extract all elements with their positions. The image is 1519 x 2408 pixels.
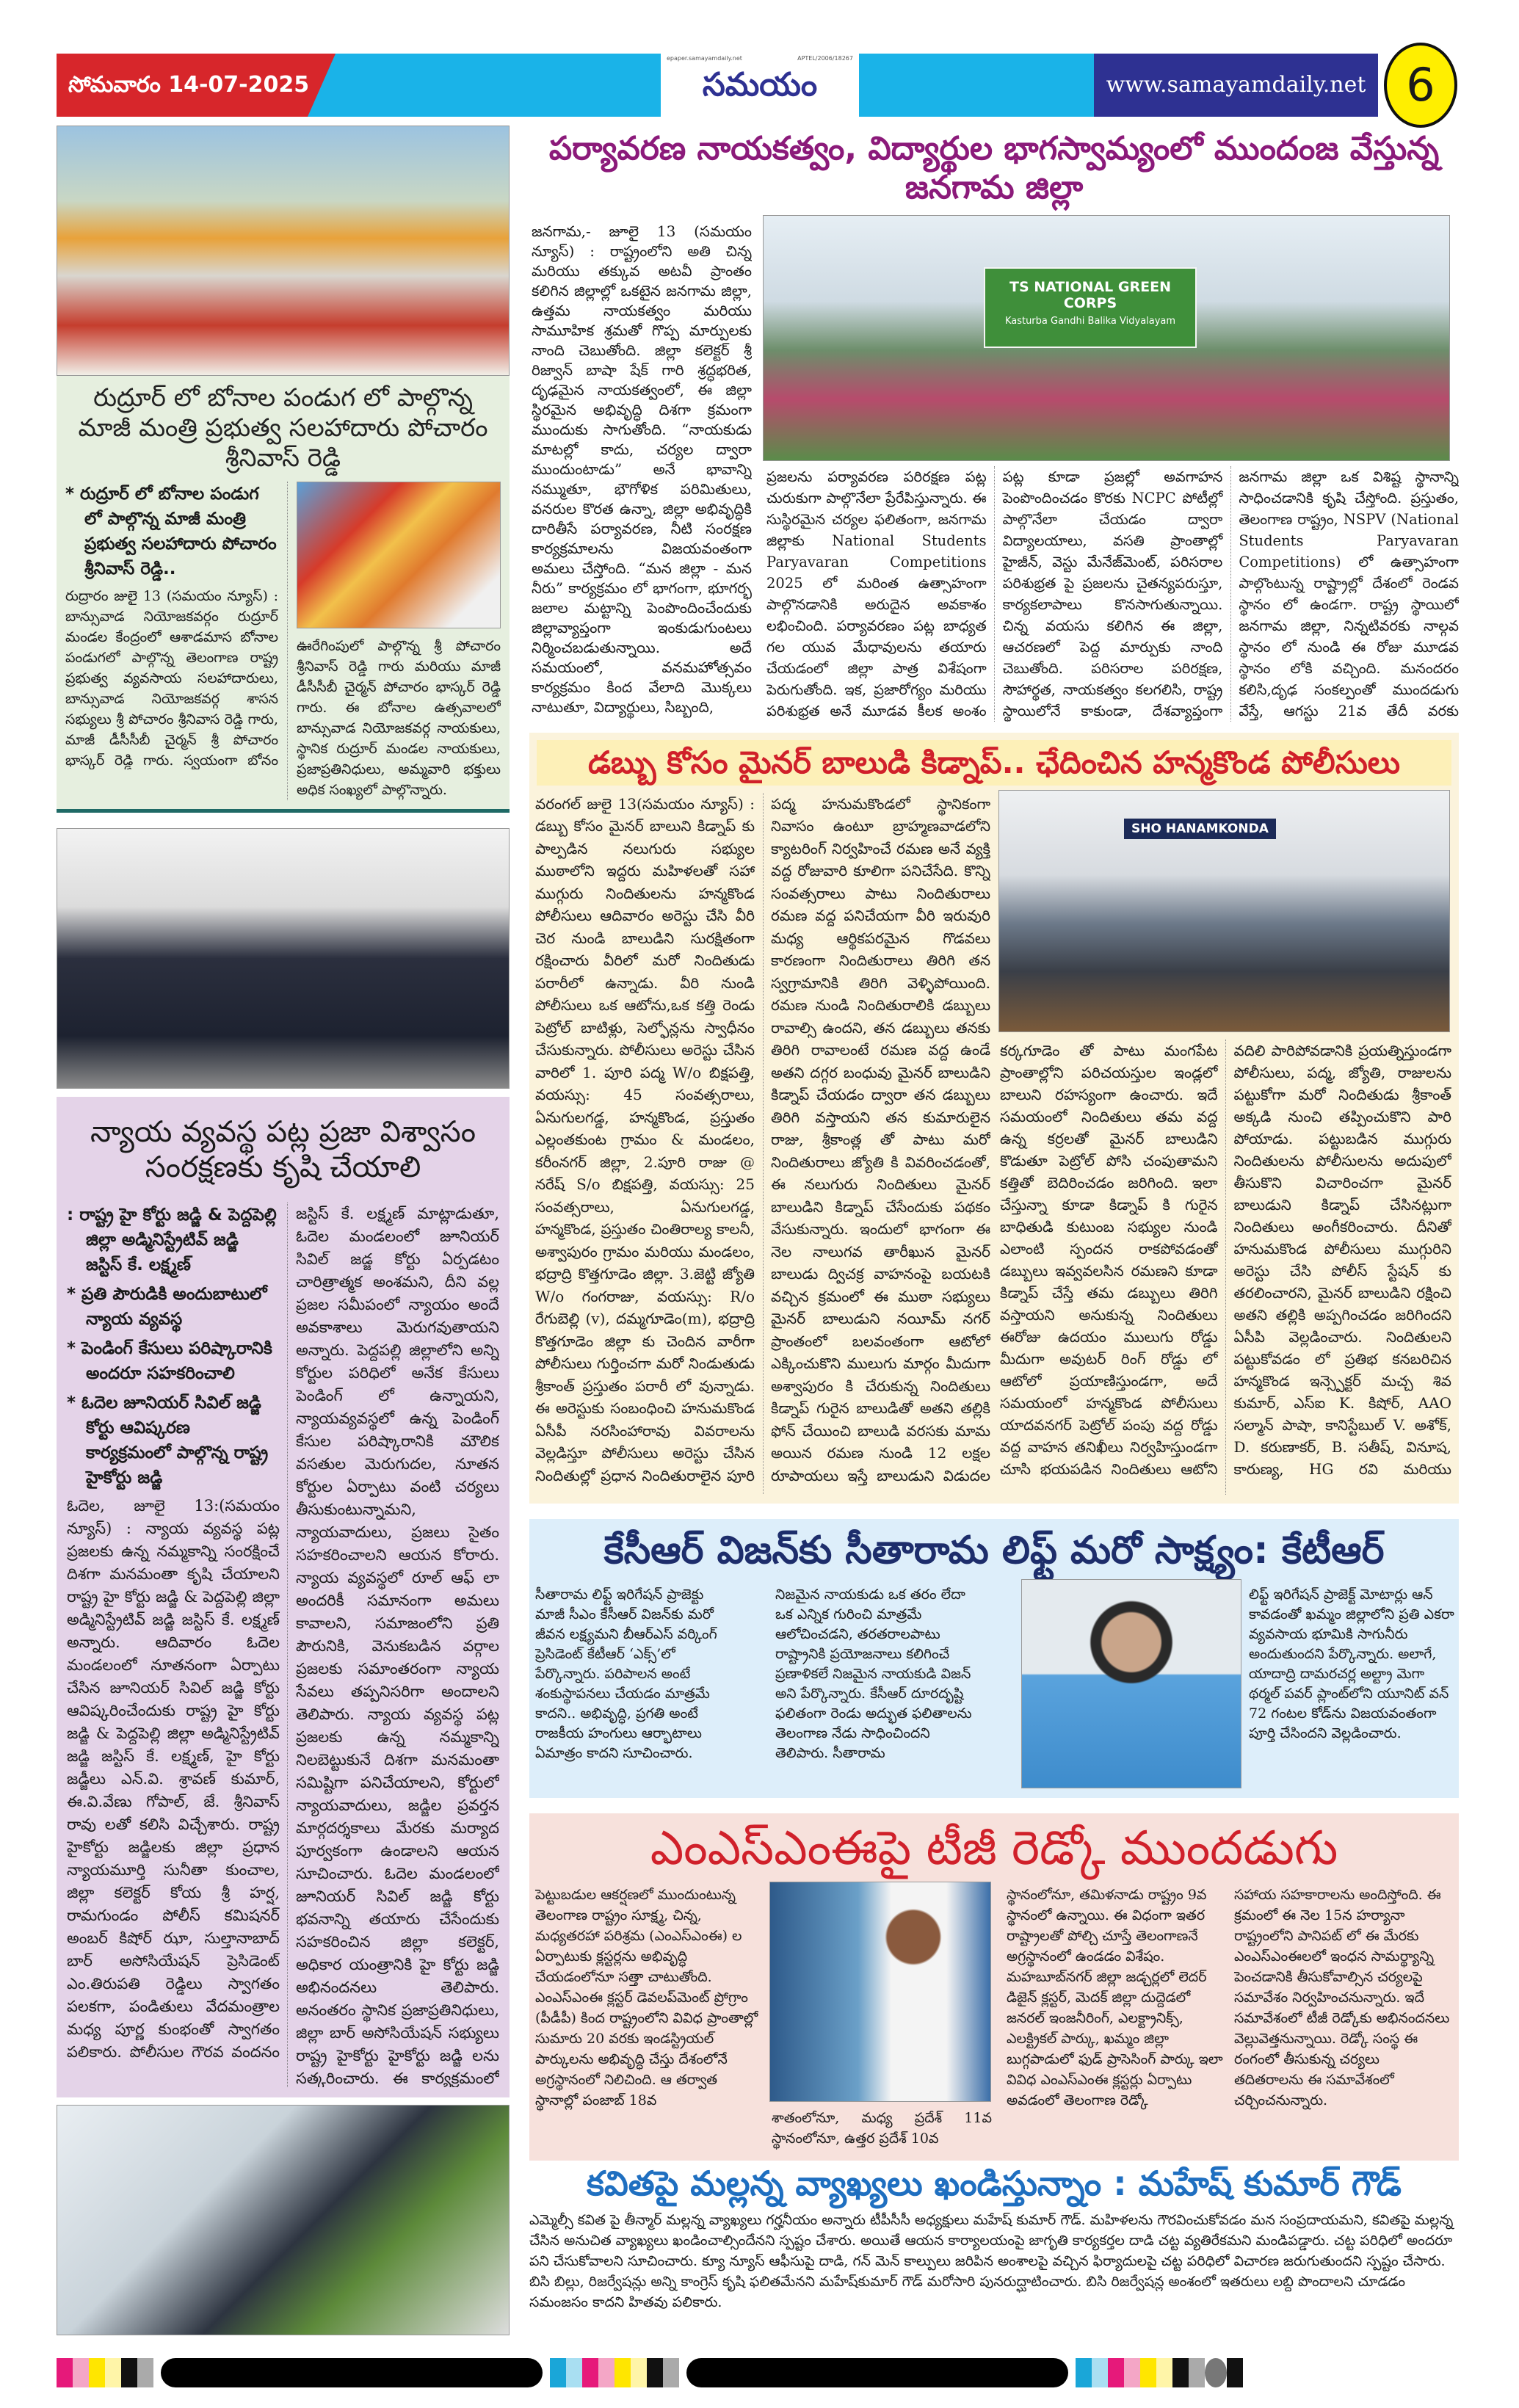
body-left: రుద్రారం జులై 13 (సమయం న్యూస్) : బాన్సువాడ నియోజకవర్గం రుద్రూర్ మండల కేంద్రంలో ఆశాడమాస బోనాల పండుగలో పాల్గొన్న తెలంగాణ రాష్ట్ర ప్రభుత్వ వ్యవసాయ సలహాదారులు, బాన్సువాడ నియోజకవర్గ శాసన సభ్యులు శ్రీ పోచారం శ్రీనివాస రెడ్డి గారు, మాజీ డీసీసీబీ చైర్మన్ శ్రీ పోచారం భాస్కర్ రెడ్డి గారు. స్వయంగా బోనం <box>65 588 278 769</box>
logo-reg-no: APTEL/2006/18267 <box>797 55 853 62</box>
logo <box>661 54 859 117</box>
article-ktr <box>529 1519 1459 1798</box>
body-main: వరంగల్ జులై 13(సమయం న్యూస్) : డబ్బు కోసం మైనర్ బాలుని కిడ్నాప్ కు పాల్పడిన నలుగురు సభ్యుల ముఠాలోని ఇద్దరు మహిళలతో సహా ముగ్గురు నిందితులను హన్మకొండ పోలీసులు ఆదివారం అరెస్టు చేసి వీరి చెర నుండి బాలుడిని సురక్షితంగా రక్షించారు వీరిలో మరో నిందితుడు పరారీలో ఉన్నాడు. వీరి నుండి పోలీసులు ఒక ఆటోను,ఒక కత్తి రెండు పెట్రోల్ బాటిళ్లు, సెల్ఫోన్లను స్వాధీనం చేసుకున్నారు. పోలీసులు అరెస్టు చేసిన వారిలో 1. పూరి పద్మ W/o బిక్షపత్తి, వయస్సు: 45 సంవత్సరాలు, ఏనుగులగడ్డ, హన్మకొండ, ప్రస్తుతం ఎల్లంతకుంట గ్రామం & మండలం, కరీంనగర్ జిల్లా, 2.పూరి రాజు @ నరేష్ S/o బిక్షపత్తి, వయస్సు: 25 సంవత్సరాలు, ఏనుగులగడ్డ, హన్మకొండ, ప్రస్తుతం చింతిరాల్య కాలనీ, అశ్వాపురం గ్రామం మరియు మండలం, భద్రాద్రి కొత్తగూడెం జిల్లా. 3.జెట్టి జ్యోతి W/o గంగరాజు, వయస్సు: R/o రేగుబెల్లి (v), దమ్మగూడెం(m), భద్రాద్రి కొత్తగూడెం జిల్లా కు చెందిన వారీగా పోలీసులు గుర్తించగా మరో నిండుతుడు శ్రీకాంత్ ప్రస్తుతం పరారీ లో వున్నాడు. ఈ అరెస్టుకు సంబంధించి హనుమకొండ ఏసీపీ నరసింహారావు వివరాలను వెల్లడిస్తూ పోలీసులు అరెస్టు చేసిన నిందితుల్లో ప్రధాన నిందితురాలైన పూరి పద్మ హనుమకొండలో స్థానికంగా నివాసం ఉంటూ బ్రాహ్మణవాడలోని క్యాటరింగ్ నిర్వహించే రమణ అనే వ్యక్తి వద్ద రోజువారి కూలిగా పనిచేసేది. కొన్ని సంవత్సరాలు పాటు నిందితురాలు రమణ వద్ద పనిచేయగా వీరి ఇరువురి మధ్య ఆర్థికపరమైన గొడవలు కారణంగా నిందితురాలు తిరిగి తన స్వగ్రామానికి తిరిగి వెళ్ళిపోయింది. రమణ నుండి నిందితురాలికి డబ్బులు రావాల్సి ఉందని, తన డబ్బులు తనకు తిరిగి రావాలంటే రమణ వద్ద ఉండే అతని దగ్గర బంధువు మైనర్ బాలుడిని కిడ్నాప్ చేయడం ద్వారా తన డబ్బులు తిరిగి వస్తాయని తన కుమారులైన రాజు, శ్రీకాంత్ల తో పాటు మరో నిందితురాలు జ్యోతి కి వివరించడంతో, ఈ నలుగురు నిందితులు మైనర్ బాలుడిని కిడ్నాప్ చేసేందుకు పథకం వేసుకున్నారు. ఇందులో భాగంగా ఈ నెల నాలుగవ తారీఖున మైనర్ బాలుడు ద్విచక్ర వాహనంపై బయటకి వచ్చిన క్రమంలో ఈ ముఠా సభ్యులు మైనర్ బాలుడుని నయీమ్ నగర్ ప్రాంతంలో బలవంతంగా ఆటోలో ఎక్కించుకొని ములుగు మార్గం మీదుగా అశ్వాపురం కి చేరుకున్న నిందితులు కిడ్నాప్ గురైన బాలుడితో అతని తల్లికి ఫోన్ చేయించి బాలుడి వరసకు మామ అయిన రమణ నుండి 12 లక్షల రూపాయలు ఇస్తే బాలుడుని విడుదల <box>535 794 990 1484</box>
body-col1: సీతారామ లిఫ్ట్ ఇరిగేషన్ ప్రాజెక్టు మాజీ సీఎం కేసీఆర్ విజన్‌కు మరో జీవన లక్ష్యమని బీఆర్ఎస్ వర్కింగ్ ప్రెసిడెంట్ కేటీఆర్ ‘ఎక్స్’లో పేర్కొన్నారు. పరిపాలన అంటే శంకుస్థాపనలు చేయడం మాత్రమే కాదని.. అభివృద్ధి, ప్రగతి అంటే రాజకీయ హంగులు ఆర్భాటాలు ఏమాత్రం కాదని సూచించారు. <box>535 1586 717 1762</box>
banner-subtitle: Kasturba Gandhi Balika Vidyalayam <box>1004 315 1176 327</box>
police-station-sign: SHO HANAMKONDA <box>1124 819 1276 839</box>
photo-court-inauguration <box>57 828 510 1089</box>
photo-officials-plant <box>57 2105 510 2335</box>
subhead-bullet: * పెండింగ్ కేసులు పరిష్కారానికి అందరూ సహకరించాలి <box>67 1339 272 1384</box>
subhead-bullet: * ఓదెల జూనియర్ సివిల్ జడ్జి కోర్టు ఆవిష్కరణ కార్యక్రమంలో పాల్గొన్న రాష్ట్ర హైకోర్టు జడ్జి <box>67 1393 269 1488</box>
masthead <box>57 54 1378 117</box>
banner-title: TS NATIONAL GREEN CORPS <box>1009 278 1171 311</box>
headline: న్యాయ వ్యవస్థ పట్ల ప్రజా విశ్వాసం సంరక్షణకు కృషి చేయాలి <box>90 1115 476 1185</box>
body-col4: సహాయ సహకారాలను అందిస్తోంది. ఈ క్రమంలో ఈ నెల 15న హర్యానా రాష్ట్రంలోని పానిపట్ లో ఈ మేరకు ఎంఎస్ఎంఈలలో ఇంధన సామర్థ్యాన్ని పెంచడానికి తీసుకోవాల్సిన చర్యలపై సమావేశం నిర్వహించనున్నారు. ఇదే సమావేశంలో టీజీ రెడ్కోకు అభినందనలు వెల్లువెత్తనున్నాయి. రెడ్కో సంస్థ ఈ రంగంలో తీసుకున్న చర్యలు తదితరాలను ఈ సమావేశంలో చర్చించనున్నారు. <box>1234 1887 1450 2109</box>
subhead-text: రుద్రూర్ లో బోనాల పండుగ లో పాల్గొన్న మాజీ మంత్రి ప్రభుత్వ సలహాదారు పోచారం శ్రీనివాస్ రెడ్డి.. <box>80 485 277 579</box>
body: ఎమ్మెల్సీ కవిత పై తీన్మార్ మల్లన్న వ్యాఖ్యలు గర్హనీయం అన్నారు టీపీసీసీ అధ్యక్షులు మహేష్ కుమార్ గౌడ్. మహిళలను గౌరవించుకోవడం మన సంప్రదాయమని, కవితపై మల్లన్న చేసిన అనుచిత వ్యాఖ్యలు ఖండించాల్సిందేనని స్పష్టం చేశారు. అయితే ఆయన కార్యాలయంపై జాగృతి కార్యకర్తల దాడి చట్ట వ్యతిరేకమని మండిపడ్డారు. చట్ట పరిధిలో అందరూ పని చేసుకోవాలని సూచించారు. క్యూ న్యూస్ ఆఫీసుపై దాడి, గన్ మెన్ కాల్పులు జరిపిన అంశాలపై వచ్చిన ఫిర్యాదులపై చట్ట పరిధిలో విచారణ జరుగుతుందని స్పష్టం చేసారు. బిసి బిల్లు, రిజర్వేషన్లు అన్ని కాంగ్రెస్ కృషి ఫలితమేనని మహేష్‌కుమార్ గౌడ్ మరోసారి పునరుద్ఘాటించారు. బిసి రిజర్వేషన్ల అంశంలో ఇతరులు లబ్ది పొందాలని చూడడం సమంజసం కాదని హితవు పలికారు. <box>529 2212 1454 2311</box>
headline: డబ్బు కోసం మైనర్ బాలుడి కిడ్నాప్.. ఛేదించిన హన్మకొండ పోలీసులు <box>537 740 1451 786</box>
photo-green-corps-students <box>763 215 1450 461</box>
article-kavitha <box>529 2161 1459 2313</box>
body-col3: లిఫ్ట్ ఇరిగేషన్ ప్రాజెక్ట్ మోటార్లు ఆన్ కావడంతో ఖమ్మం జిల్లాలోని ప్రతి ఎకరా వ్యవసాయ భూమికి సాగునీరు అందుతుందని పేర్కొన్నారు. అలాగే, యాదాద్రి దామరచర్ల అల్ట్రా మెగా థర్మల్ పవర్ ప్లాంట్‌లోని యూనిట్ వన్ 72 గంటల కోడ్‌ను విజయవంతంగా పూర్తి చేసిందని వెల్లడించారు. <box>1249 1586 1454 1742</box>
article-jangaon-body-rest: ప్రజలను పర్యావరణ పరిరక్షణ పట్ల చురుకుగా పాల్గొనేలా ప్రేరేపిస్తున్నారు. ఈ సుస్థిరమైన చర్యల ఫలితంగా, జనగామ జిల్లాకు National Students Paryavaran Competitions 2025 లో మరింత ఉత్సాహంగా పాల్గొనడానికి అరుదైన అవకాశం లభించింది. పర్యావరణం పట్ల బాధ్యత గల యువ మేధావులను తయారు చేయడంలో జిల్లా పాత్ర విశేషంగా పెరుగుతోంది. ఇక, ప్రజారోగ్యం మరియు పరిశుభ్రత అనే మూడవ కీలక అంశం పట్ల కూడా ప్రజల్లో అవగాహన పెంపొందించడం కొరకు NCPC పోటీల్లో పాల్గొనేలా చేయడం ద్వారా విద్యాలయాలు, వసతి ప్రాంతాల్లో హైజీన్, వెస్టు మేనేజ్‌మెంట్, పరిసరాల పరిశుభ్రత పై ప్రజలను చైతన్యపరుస్తూ, కార్యకలాపాలు కొనసాగుతున్నాయి. చిన్న వయసు కలిగిన ఈ జిల్లా, ఆచరణలో పెద్ద మార్పుకు నాంది చెబుతోంది. పరిసరాల పరిరక్షణ, సౌహార్థత, నాయకత్వం కలగలిసి, రాష్ట్ర స్థాయిలోనే కాకుండా, దేశవ్యాప్తంగా జనగామ జిల్లా ఒక విశిష్ట స్థానాన్ని సాధించడానికి కృషి చేస్తోంది. ప్రస్తుతం, తెలంగాణ రాష్ట్రం, NSPV (National Students Paryavaran Competitions) లో ఉత్సాహంగా పాల్గొంటున్న రాష్ట్రాల్లో దేశంలో రెండవ స్థానం లో ఉండగా. రాష్ట్ర స్థాయిలో జనగామ జిల్లా, నిన్నటివరకు నాల్గవ స్థానం లో నుండి ఈ రోజు మూడవ స్థానం లోకి వచ్చింది. మనందరం కలిసి,దృఢ సంకల్పంతో ముందడుగు వేస్తే, ఆగస్టు 21వ తేదీ వరకు <box>766 468 1459 719</box>
headline: ఎంఎస్‌ఎంఈపై టీజీ రెడ్కో ముందడుగు <box>650 1821 1338 1876</box>
logo-text: సమయం <box>702 66 818 104</box>
right-area <box>529 126 1459 2313</box>
photo-bonalu-procession <box>57 126 510 376</box>
article-judiciary <box>57 1097 510 2097</box>
article-kidnap <box>529 733 1459 1504</box>
headline: రుద్రూర్ లో బోనాల పండుగ లో పాల్గొన్న మాజీ మంత్రి ప్రభుత్వ సలహాదారు పోచారం శ్రీనివాస్ రెడ్డి <box>78 383 488 473</box>
body-col2: శాతంలోనూ, మధ్య ప్రదేశ్ 11వ స్థానంలోనూ, ఉత్తర ప్రదేశ్ 10వ <box>772 2110 992 2147</box>
article-rudrur <box>57 376 510 813</box>
photo-police-press-meet <box>998 790 1450 1032</box>
date-box <box>68 54 309 117</box>
body-right: ఊరేగింపులో పాల్గొన్న శ్రీ పోచారం శ్రీనివాస్ రెడ్డి గారు మరియు మాజీ డీసీసీబీ చైర్మన్ పోచారం భాస్కర్ రెడ్డి గారు. ఈ బోనాల ఉత్సవాలలో బాన్సువాడ నియోజకవర్గ నాయకులు, స్థానిక రుద్రూర్ మండల నాయకులు, ప్రజాప్రతినిధులు, అమ్మవారి భక్తులు అధిక సంఖ్యలో పాల్గొన్నారు. <box>297 638 501 799</box>
color-registration-strip <box>57 2358 1459 2387</box>
body-col1: పెట్టుబడుల ఆకర్షణలో ముందుంటున్న తెలంగాణ రాష్ట్రం సూక్ష్మ, చిన్న, మధ్యతరహా పరిశ్రమ (ఎంఎస్ఎంఈ) ల ఏర్పాటుకు క్లస్టర్లను అభివృద్ధి చేయడంలోనూ సత్తా చాటుతోంది. ఎంఎస్ఎంఈ క్లస్టర్ డెవలప్‌మెంట్ ప్రోగ్రాం (పీడీపీ) కింద రాష్ట్రంలోని వివిధ ప్రాంతాల్లో సుమారు 20 వరకు ఇండస్ట్రియల్ పార్కులను అభివృద్ధి చేస్తు దేశంలోనే అగ్రస్థానంలో నిలిచింది. ఆ తర్వాత స్థానాల్లో పంజాబ్ 18వ <box>535 1887 758 2109</box>
issue-date: సోమవారం 14-07-2025 <box>68 72 310 98</box>
website-box <box>1094 54 1378 117</box>
photo-cm-speech <box>769 1882 991 2102</box>
website-link[interactable]: www.samayamdaily.net <box>1106 72 1366 98</box>
logo-epaper-url: epaper.samayamdaily.net <box>667 55 742 62</box>
subhead-bullet: : రాష్ట్ర హై కోర్టు జడ్జి & పెద్దపెల్లి జిల్లా అడ్మినిస్ట్రేటివ్ జడ్జి జస్టిస్ కే. లక్ష్మణ్ <box>67 1205 277 1275</box>
photo-temple-puja <box>297 482 501 628</box>
green-corps-banner <box>984 267 1197 348</box>
article-jangaon <box>529 126 1459 722</box>
article-jangaon-headline: పర్యావరణ నాయకత్వం, విద్యార్థుల భాగస్వామ్యంలో ముందంజ వేస్తున్న జనగామ జిల్లా <box>548 130 1440 206</box>
headline: కవితపై మల్లన్న వ్యాఖ్యలు ఖండిస్తున్నాం : మహేష్ కుమార్ గౌడ్ <box>587 2164 1402 2204</box>
page-number: 6 <box>1406 58 1435 112</box>
body-left: ఓదెల, జూలై 13:(సమయం న్యూస్) : న్యాయ వ్యవస్థ పట్ల ప్రజలకు ఉన్న నమ్మకాన్ని సంరక్షించే దిశగా మనమంతా కృషి చేయాలని రాష్ట్ర హై కోర్టు జడ్జి & పెద్దపెల్లి జిల్లా అడ్మినిస్ట్రేటివ్ జడ్జి జస్టిస్ కే. లక్ష్మణ్ అన్నారు. ఆదివారం ఓదెల మండలంలో నూతనంగా ఏర్పాటు చేసిన జూనియర్ సివిల్ జడ్జి కోర్టు ఆవిష్కరించేందుకు రాష్ట్ర హై కోర్టు జడ్జి & పెద్దపెల్లి జిల్లా అడ్మినిస్ట్రేటివ్ జడ్జి జస్టిస్ కే. లక్ష్మణ్, హై కోర్టు జడ్జీలు ఎన్.వి. శ్రావణ్ కుమార్, ఈ.వి.వేణు గోపాల్, జే. శ్రీనివాస్ రావు లతో కలిసి విచ్చేశారు. రాష్ట్ర హైకోర్టు జడ్జిలకు జిల్లా ప్రధాన న్యాయమూర్తి సునీతా కుంచాల, జిల్లా కలెక్టర్ కోయ శ్రీ హర్ష, రామగుండం పోలీస్ కమిషనర్ అంబర్ కిషోర్ ఝా, సుల్తానాబాద్ బార్ అసోసియేషన్ ప్రెసిడెంట్ ఎం.తిరుపతి రెడ్డిలు స్వాగతం పలకగా, పండితులు వేదమంత్రాల మధ్య పూర్ణ కుంభంతో స్వాగతం పలికారు. పోలీసుల గౌరవ వందనం <box>67 1497 280 2061</box>
page-number-badge <box>1384 43 1457 128</box>
body-col3: స్థానంలోనూ, తమిళనాడు రాష్ట్రం 9వ స్థానంలో ఉన్నాయి. ఈ విధంగా ఇతర రాష్ట్రాలతో పోల్చి చూస్తే తెలంగాణనే అగ్రస్థానంలో ఉండడం విశేషం. మహబూబ్‌నగర్ జిల్లా జడ్చర్లలో లెదర్ డిజైన్ క్లస్టర్, మెదక్ జిల్లా దుద్దెడలో జనరల్ ఇంజనీరింగ్, ఎలక్ట్రానిక్స్, ఎలక్ట్రికల్ పార్కు, ఖమ్మం జిల్లా బుగ్గపాడులో ఫుడ్ ప్రాసెసింగ్ పార్కు ఇలా వివిధ ఎంఎస్ఎంఈ క్లస్టర్లు ఏర్పాటు అవడంలో తెలంగాణ రెడ్కో <box>1007 1887 1223 2109</box>
body-col2: నిజమైన నాయకుడు ఒక తరం లేదా ఒక ఎన్నిక గురించి మాత్రమే ఆలోచించడని, తరతరాలపాటు రాష్ట్రానికి ప్రయోజనాలు కలిగించే ప్రణాళికలే నిజమైన నాయకుడి విజన్ అని పేర్కొన్నారు. కేసీఆర్ దూరదృష్టి ఫలితంగా రెండు అద్భుత ఫలితాలను తెలంగాణ నేడు సాధించిందని తెలిపారు. సీతారామ <box>775 1586 972 1762</box>
body-after-photo: కర్కగూడెం తో పాటు మంగపేట ప్రాంతాల్లోని పరిచయస్తుల ఇండ్లలో బాలుని రహస్యంగా ఉంచారు. ఇదే సమయంలో నిందితులు తమ వద్ద ఉన్న కర్రలతో మైనర్ బాలుడిని కొడుతూ పెట్రోల్ పోసి చంపుతామని కత్తితో బెదిరించడం జరిగింది. ఇలా చేస్తున్నా కూడా కిడ్నాప్ కి గురైన బాధితుడి కుటుంబ సభ్యుల నుండి ఎలాంటి స్పందన రాకపోవడంతో డబ్బులు ఇవ్వవలసిన రమణని కూడా కిడ్నాప్ చేస్తే తమ డబ్బులు తిరిగి వస్తాయని అనుకున్న నిందితులు ఈరోజు ఉదయం ములుగు రోడ్డు మీదుగా అవుటర్ రింగ్ రోడ్డు లో ఆటోలో ప్రయాణిస్తుండగా, అదే సమయంలో హన్మకొండ పోలీసులు యాదవనగర్ పెట్రోల్ పంపు వద్ద రోడ్డు వద్ద వాహన తనిఖీలు నిర్వహిస్తుండగా చూసి భయపడిన నిందితులు ఆటోని వదిలి పారిపోవడానికి ప్రయత్నిస్తుండగా పోలీసులు, పద్మ, జ్యోతి, రాజులను పట్టుకోగా మరో నిందితుడు శ్రీకాంత్ అక్కడి నుంచి తప్పించుకొని పారి పోయాడు. పట్టుబడిన ముగ్గురు నిందితులను పోలీసులను అదుపులో తీసుకొని విచారించగా మైనర్ బాలుడుని కిడ్నాప్ చేసినట్లుగా నిందితులు అంగీకరించారు. దీనితో హనుమకొండ పోలీసులు ముగ్గురిని అరెస్టు చేసి పోలీస్ స్టేషన్ కు తరలించారని, మైనర్ బాలుడిని రక్షించి అతని తల్లికి అప్పగించడం జరిగిందని ఏసీపి వెల్లడించారు. నిందితులని పట్టుకోవడం లో ప్రతిభ కనబరిచిన హన్మకొండ ఇన్స్పెక్టర్ మచ్చ శివ కుమార్, ఎస్ఐ K. కిషోర్, AAO సల్మాన్ పాషా, కానిస్టేబుల్ V. అశోక్, D. కరుణాకర్, B. సతీష్, వినూష, కారుణ్య, HG రవి మరియు <box>1000 1041 1451 1478</box>
subhead-bullet: * ప్రతి పౌరుడికి అందుబాటులో న్యాయ వ్యవస్థ <box>67 1285 267 1330</box>
photo-ktr <box>1021 1579 1241 1788</box>
subhead-bullet: * రుద్రూర్ లో బోనాల పండుగ లో పాల్గొన్న మాజీ మంత్రి ప్రభుత్వ సలహాదారు పోచారం శ్రీనివాస్ రెడ్డి.. <box>65 485 277 579</box>
article-msme <box>529 1813 1459 2161</box>
left-column <box>57 126 510 2335</box>
body-right: జస్టిస్ కే. లక్ష్మణ్ మాట్లాడుతూ, ఓదెల మండలంలో జూనియర్ సివిల్ జడ్జ కోర్టు ఏర్పడటం చారిత్రాత్మక అంశమని, దీని వల్ల ప్రజల సమీపంలో న్యాయం అందే అవకాశాలు మెరుగవుతాయని అన్నారు. పెద్దపల్లి జిల్లాలోని అన్ని కోర్టుల పరిధిలో అనేక కేసులు పెండింగ్ లో ఉన్నాయని, న్యాయవ్యవస్థలో ఉన్న పెండింగ్ కేసుల పరిష్కారానికి మౌలిక వసతుల మెరుగుదల, నూతన కోర్టుల ఏర్పాటు వంటి చర్యలు తీసుకుంటున్నామని, న్యాయవాదులు, ప్రజలు సైతం సహకరించాలని ఆయన కోరారు. న్యాయ వ్యవస్థలో రూల్ ఆఫ్ లా అందరికీ సమానంగా అమలు కావాలని, సమాజంలోని ప్రతి పౌరునికి, వెనుకబడిన వర్గాల ప్రజలకు సమాంతరంగా న్యాయ సేవలు తప్పనిసరిగా అందాలని తెలిపారు. న్యాయ వ్యవస్థ పట్ల ప్రజలకు ఉన్న నమ్మకాన్ని నిలబెట్టుకునే దిశగా మనమంతా సమిష్టిగా పనిచేయాలని, కోర్టులో న్యాయవాదులు, జడ్జిల ప్రవర్తన మార్గదర్శకాలు మేరకు మర్యాద పూర్వకంగా ఉండాలని ఆయన సూచించారు. ఓదెల మండలంలో జూనియర్ సివిల్ జడ్జి కోర్టు భవనాన్ని తయారు చేసేందుకు సహకరించిన జిల్లా కలెక్టర్, అధికార యంత్రానికి హై కోర్టు జడ్జి అభినందనలు తెలిపారు. అనంతరం స్థానిక ప్రజాప్రతినిధులు, జిల్లా బార్ అసోసియేషన్ సభ్యులు రాష్ట్ర హైకోర్టు హైకోర్టు జడ్జి లను సత్కరించారు. ఈ కార్యక్రమంలో <box>296 1205 499 2088</box>
headline: కేసీఆర్ విజన్‌కు సీతారామ లిఫ్ట్ మరో సాక్ష్యం: కేటీఆర్ <box>603 1528 1385 1573</box>
article-jangaon-body-col1: జనగామ,- జూలై 13 (సమయం న్యూస్) : రాష్ట్రంలోని అతి చిన్న మరియు తక్కువ అటవీ ప్రాంతం కలిగిన జిల్లాల్లో ఒకటైన జనగామ జిల్లా, ఉత్తమ నాయకత్వం మరియు సామూహిక శ్రమతో గొప్ప మార్పులకు నాంది చెబుతోంది. జిల్లా కలెక్టర్ శ్రీ రిజ్వాన్ బాషా షేక్ గారి శ్రద్ధభరిత, దృఢమైన నాయకత్వంలో, ఈ జిల్లా స్థిరమైన అభివృద్ధి దిశగా క్రమంగా ముందుకు సాగుతోంది. “నాయకుడు మాటల్లో కాదు, చర్యల ద్వారా ముందుంటాడు” అనే భావాన్ని నమ్ముతూ, భౌగోళిక పరిమితులు, వనరుల కొరత ఉన్నా, జిల్లా అభివృద్ధికి దారితీసే పర్యావరణ, నీటి సంరక్షణ కార్యక్రమాలను విజయవంతంగా అమలు చేస్తోంది. “మన జిల్లా - మన నీరు” కార్యక్రమం లో భాగంగా, భూగర్భ జలాల మట్టాన్ని పెంపొందించేందుకు జిల్లావ్యాప్తంగా ఇంకుడుగుంటలు నిర్మించబడుతున్నాయి. అదే సమయంలో, వనమహోత్సవం కార్యక్రమం కింద వేలాది మొక్కలు నాటుతూ, విద్యార్థులు, సిబ్బంది, <box>532 222 752 716</box>
